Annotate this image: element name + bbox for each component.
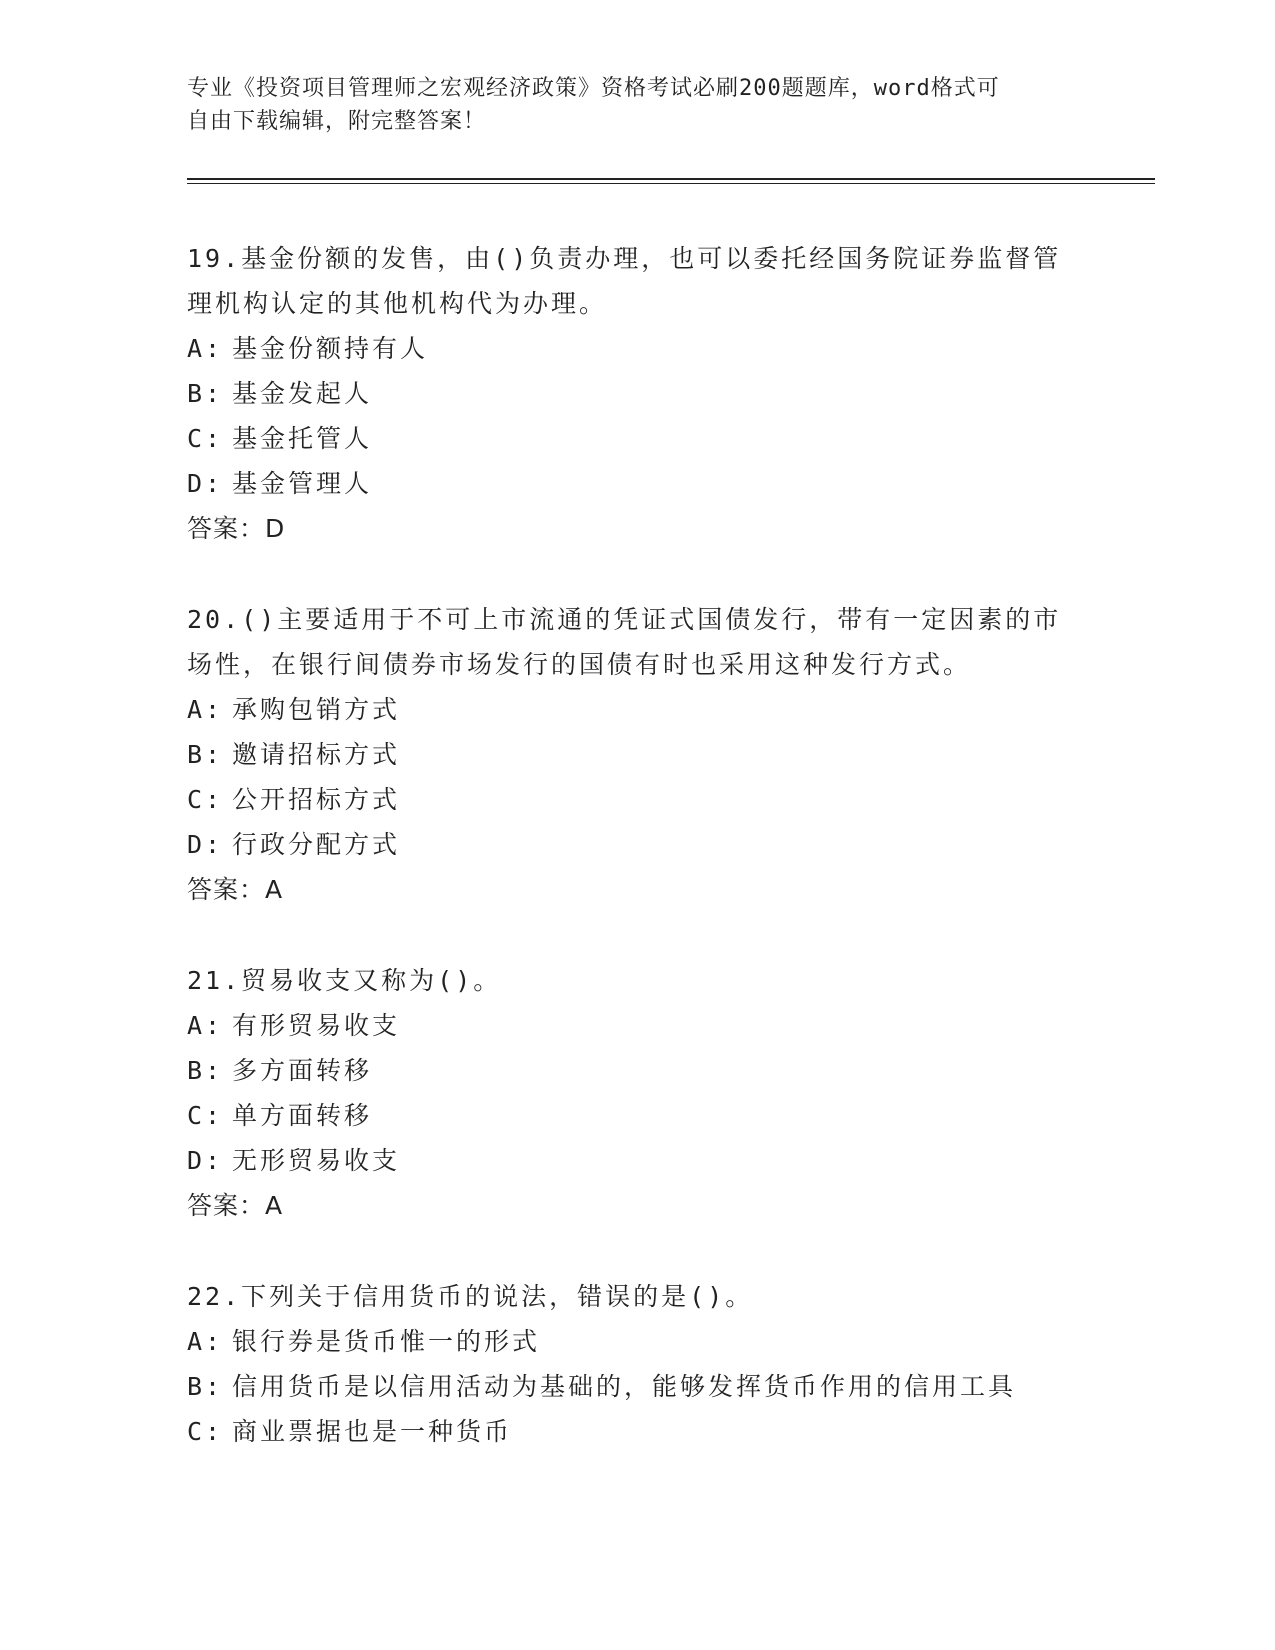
question-stem — [187, 597, 1087, 687]
option-a — [187, 326, 1087, 371]
option-b — [187, 732, 1087, 777]
question-stem-line: 19.基金份额的发售，由()负责办理，也可以委托经国务院证券监督管 — [187, 244, 1062, 273]
option-text: 承购包销方式 — [232, 695, 401, 724]
option-letter: A: — [187, 695, 224, 724]
option-a — [187, 687, 1087, 732]
option-text: 基金管理人 — [232, 469, 373, 498]
option-letter: D: — [187, 1146, 224, 1175]
option-text: 多方面转移 — [232, 1056, 373, 1085]
option-a — [187, 1003, 1087, 1048]
option-d — [187, 461, 1087, 506]
option-text: 公开招标方式 — [232, 785, 401, 814]
option-letter: B: — [187, 379, 224, 408]
option-b — [187, 1364, 1087, 1409]
option-d — [187, 1138, 1087, 1183]
question-stem — [187, 236, 1087, 326]
question-19 — [187, 236, 1087, 551]
question-stem-line: 场性，在银行间债券市场发行的国债有时也采用这种发行方式。 — [187, 650, 972, 679]
option-letter: D: — [187, 830, 224, 859]
option-text: 邀请招标方式 — [232, 740, 401, 769]
option-text: 基金发起人 — [232, 379, 373, 408]
question-stem-line: 22.下列关于信用货币的说法，错误的是()。 — [187, 1282, 754, 1311]
option-c — [187, 1409, 1087, 1454]
option-b — [187, 371, 1087, 416]
option-letter: B: — [187, 1372, 224, 1401]
question-stem-line: 21.贸易收支又称为()。 — [187, 966, 502, 995]
option-letter: C: — [187, 1101, 224, 1130]
question-stem — [187, 1274, 1087, 1319]
answer-label: 答案：D — [187, 514, 286, 543]
question-22 — [187, 1274, 1087, 1454]
option-c — [187, 1093, 1087, 1138]
option-letter: A: — [187, 1011, 224, 1040]
answer-label: 答案：A — [187, 875, 284, 904]
option-b — [187, 1048, 1087, 1093]
header-divider-thick — [187, 178, 1155, 180]
option-text: 商业票据也是一种货币 — [232, 1417, 513, 1446]
document-header — [187, 72, 1087, 138]
option-c — [187, 416, 1087, 461]
answer-label: 答案：A — [187, 1191, 284, 1220]
option-text: 无形贸易收支 — [232, 1146, 401, 1175]
option-text: 基金托管人 — [232, 424, 373, 453]
question-stem-line: 20.()主要适用于不可上市流通的凭证式国债发行，带有一定因素的市 — [187, 605, 1062, 634]
option-letter: C: — [187, 1417, 224, 1446]
option-letter: B: — [187, 1056, 224, 1085]
option-letter: A: — [187, 1327, 224, 1356]
question-21 — [187, 958, 1087, 1228]
option-text: 行政分配方式 — [232, 830, 401, 859]
option-letter: C: — [187, 424, 224, 453]
option-a — [187, 1319, 1087, 1364]
question-20 — [187, 597, 1087, 912]
option-text: 基金份额持有人 — [232, 334, 429, 363]
option-letter: A: — [187, 334, 224, 363]
option-letter: C: — [187, 785, 224, 814]
option-letter: D: — [187, 469, 224, 498]
option-letter: B: — [187, 740, 224, 769]
header-line-2: 自由下载编辑，附完整答案！ — [187, 109, 487, 134]
header-line-1: 专业《投资项目管理师之宏观经济政策》资格考试必刷200题题库，word格式可 — [187, 76, 1000, 101]
option-text: 信用货币是以信用活动为基础的，能够发挥货币作用的信用工具 — [232, 1372, 1017, 1401]
option-text: 有形贸易收支 — [232, 1011, 401, 1040]
header-divider-thin — [187, 183, 1155, 184]
question-stem — [187, 958, 1087, 1003]
option-text: 单方面转移 — [232, 1101, 373, 1130]
option-d — [187, 822, 1087, 867]
option-c — [187, 777, 1087, 822]
question-list — [187, 236, 1087, 1500]
option-text: 银行券是货币惟一的形式 — [232, 1327, 541, 1356]
question-stem-line: 理机构认定的其他机构代为办理。 — [187, 289, 608, 318]
